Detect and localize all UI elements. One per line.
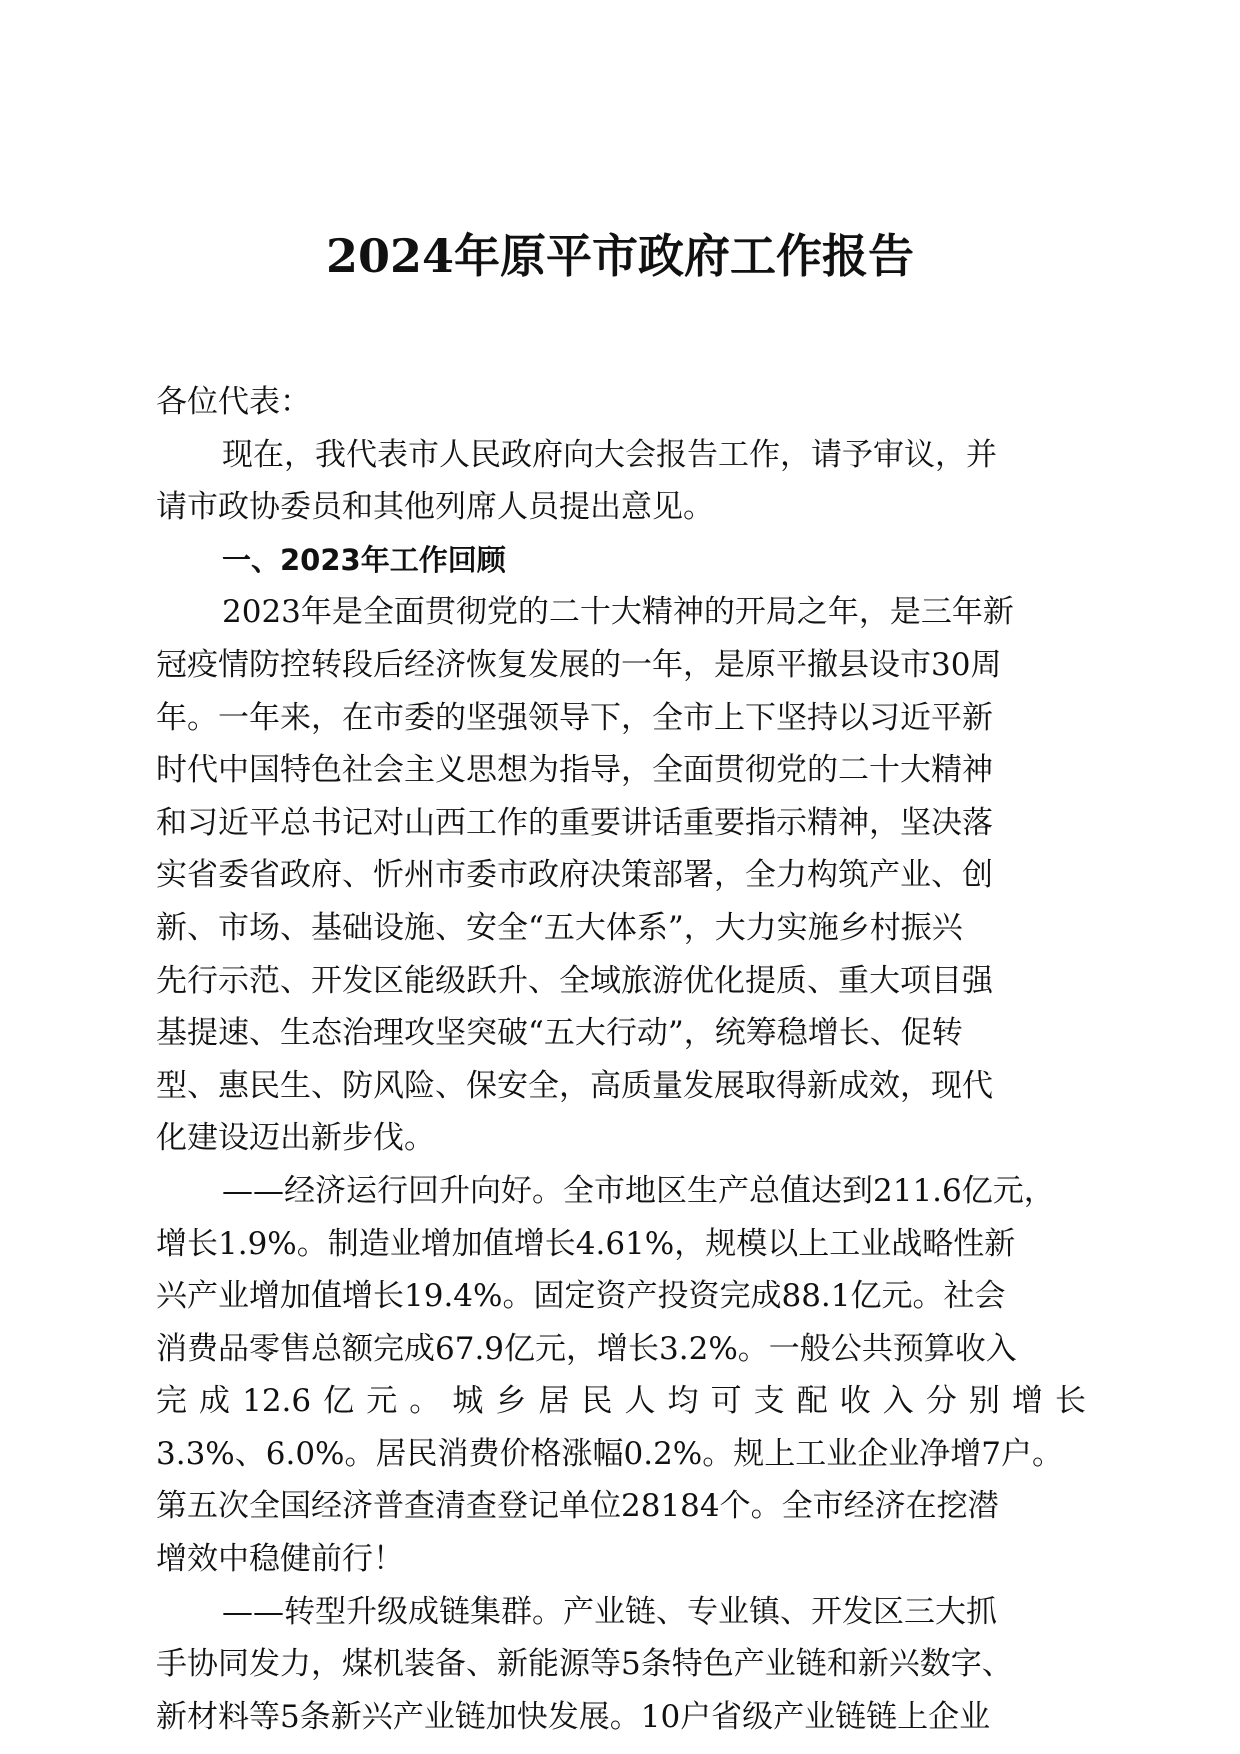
paragraph-line: ——经济运行回升向好。全市地区生产总值达到211.6亿元， (222, 1172, 1055, 1209)
paragraph-line: 和习近平总书记对山西工作的重要讲话重要指示精神，坚决落 (156, 804, 993, 841)
paragraph-line: 请市政协委员和其他列席人员提出意见。 (156, 489, 714, 526)
paragraph-line: 新、市场、基础设施、安全“五大体系”，大力实施乡村振兴 (156, 909, 963, 946)
paragraph-line: 第五次全国经济普查清查登记单位28184个。全市经济在挖潜 (156, 1488, 999, 1525)
paragraph-line: 增效中稳健前行！ (156, 1541, 404, 1578)
paragraph-line: 先行示范、开发区能级跃升、全域旅游优化提质、重大项目强 (156, 962, 993, 999)
paragraph-line: 型、惠民生、防风险、保安全，高质量发展取得新成效，现代 (156, 1067, 993, 1104)
paragraph-line: 现在，我代表市人民政府向大会报告工作，请予审议，并 (222, 436, 997, 473)
paragraph-line: 基提速、生态治理攻坚突破“五大行动”，统筹稳增长、促转 (156, 1015, 963, 1052)
salutation: 各位代表： (156, 384, 311, 420)
paragraph-line: 2023年是全面贯彻党的二十大精神的开局之年，是三年新 (222, 594, 1014, 631)
paragraph-line: 3.3%、6.0%。居民消费价格涨幅0.2%。规上工业企业净增7户。 (156, 1435, 1063, 1472)
section-heading: 一、2023年工作回顾 (222, 542, 506, 577)
paragraph-line: 冠疫情防控转段后经济恢复发展的一年，是原平撤县设市30周 (156, 646, 1002, 683)
document-title: 2024年原平市政府工作报告 (325, 229, 915, 283)
paragraph-line: 年。一年来，在市委的坚强领导下，全市上下坚持以习近平新 (156, 699, 993, 736)
paragraph-line: 手协同发力，煤机装备、新能源等5条特色产业链和新兴数字、 (156, 1646, 1013, 1683)
paragraph-line: 新材料等5条新兴产业链加快发展。10户省级产业链链上企业 (156, 1698, 991, 1735)
paragraph-line: 兴产业增加值增长19.4%。固定资产投资完成88.1亿元。社会 (156, 1278, 1006, 1315)
paragraph-line: ——转型升级成链集群。产业链、专业镇、开发区三大抓 (222, 1593, 997, 1630)
document-body (156, 376, 1086, 1743)
paragraph-line: 实省委省政府、忻州市委市政府决策部署，全力构筑产业、创 (156, 857, 993, 894)
paragraph-line: 消费品零售总额完成67.9亿元，增长3.2%。一般公共预算收入 (156, 1330, 1017, 1367)
paragraph-line: 时代中国特色社会主义思想为指导，全面贯彻党的二十大精神 (156, 752, 993, 789)
paragraph-line: 增长1.9%。制造业增加值增长4.61%，规模以上工业战略性新 (156, 1225, 1016, 1262)
paragraph-line: 完成12.6亿元。城乡居民人均可支配收入分别增长 (156, 1383, 1086, 1420)
paragraph-line: 化建设迈出新步伐。 (156, 1120, 435, 1157)
